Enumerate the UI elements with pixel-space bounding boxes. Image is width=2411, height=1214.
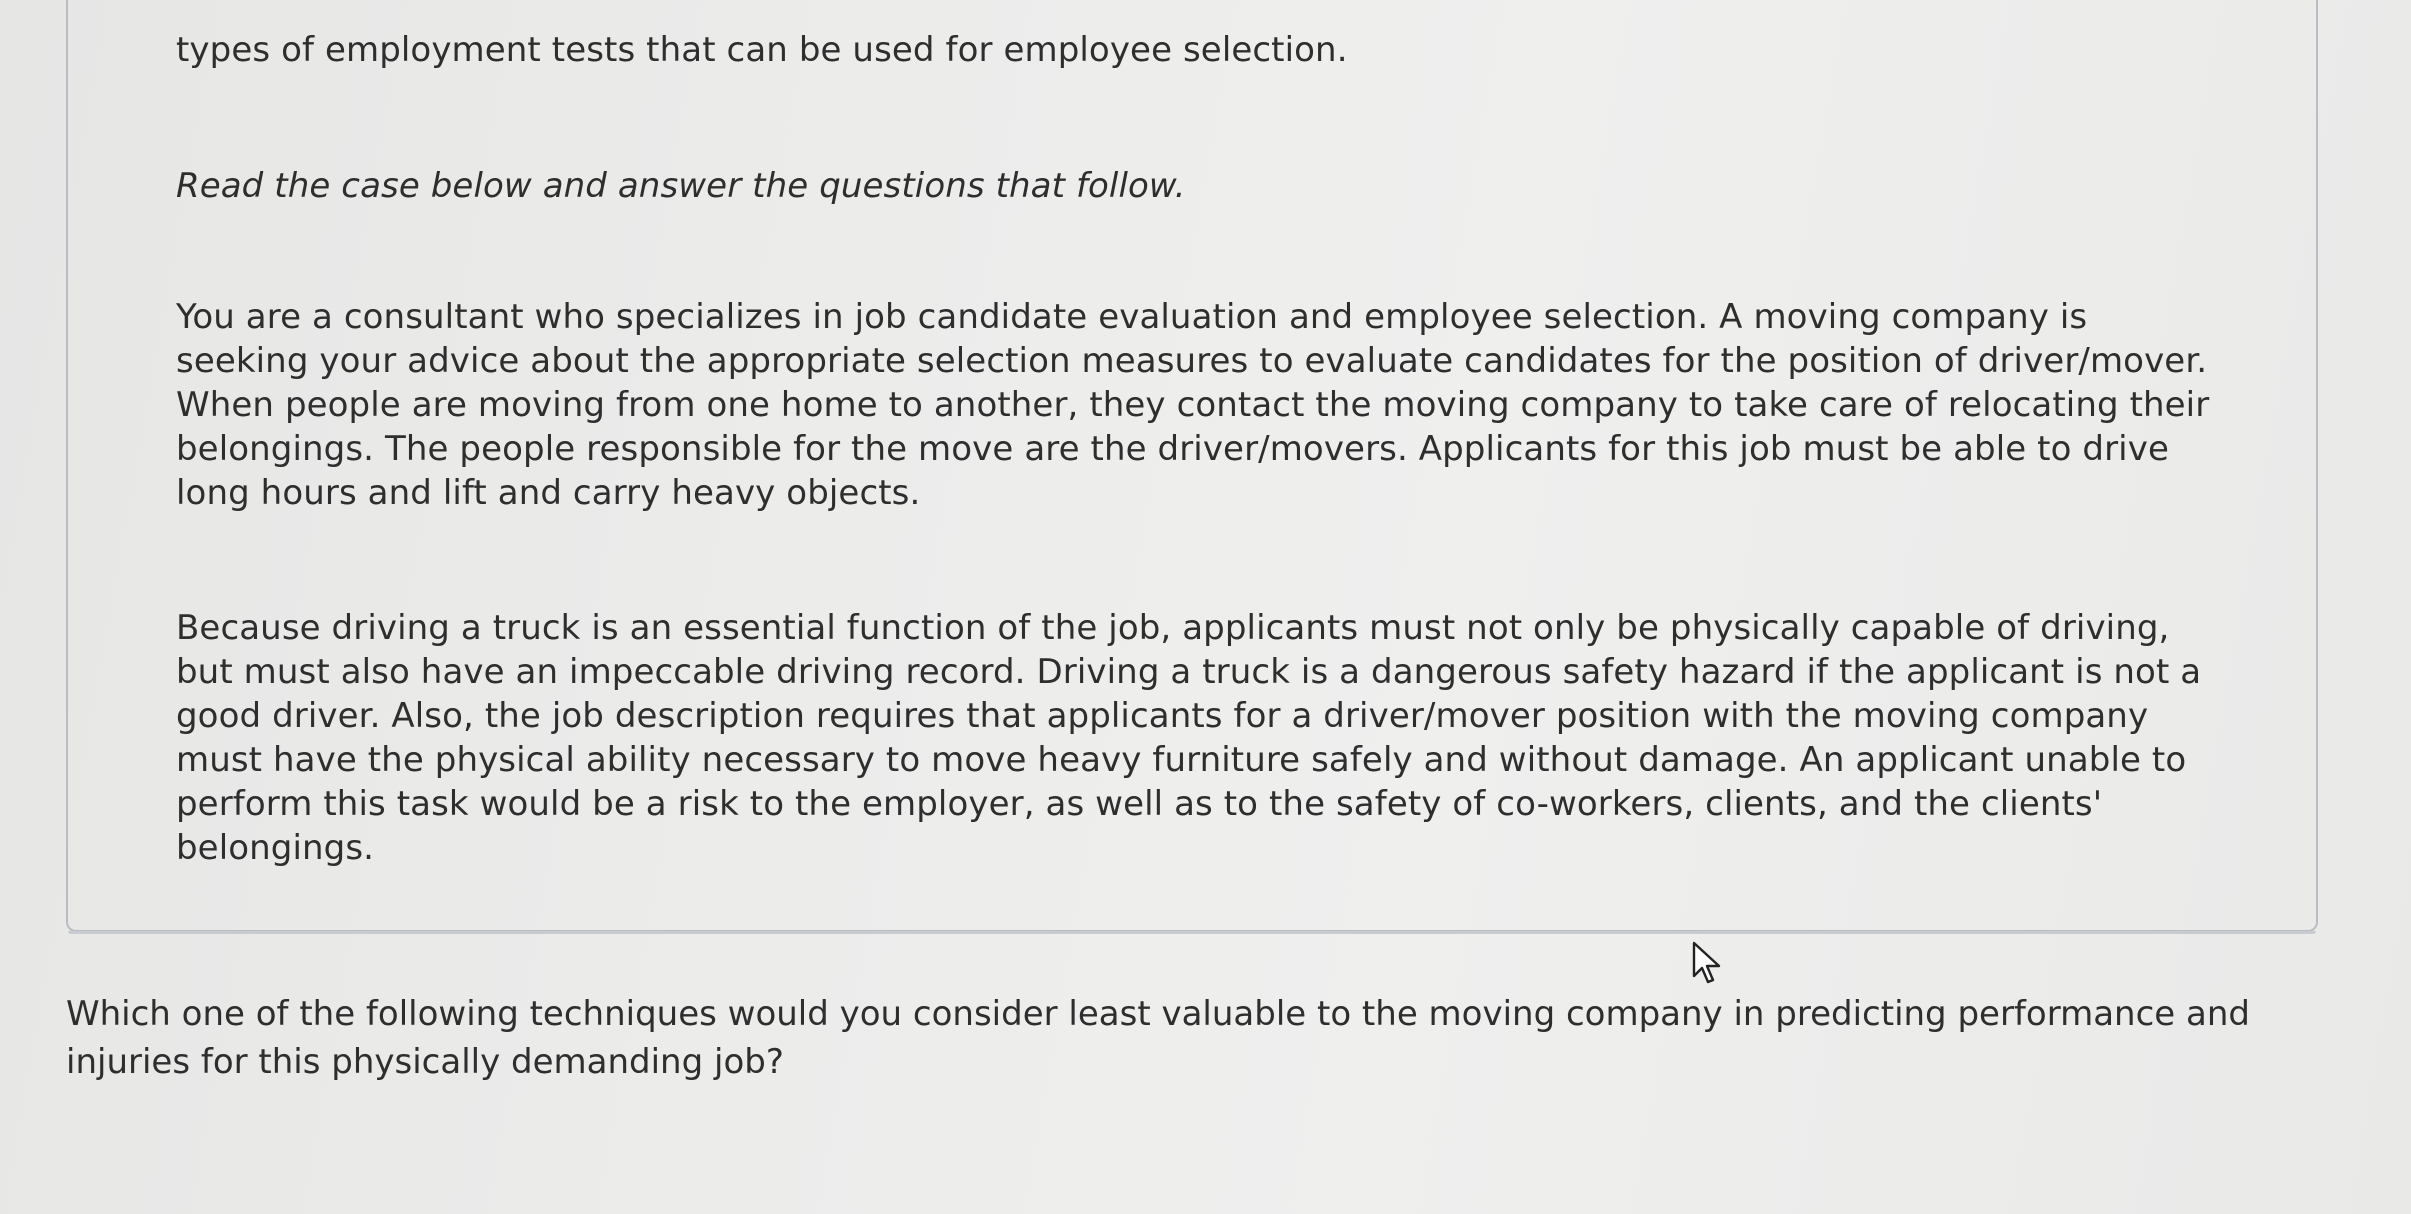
intro-line: types of employment tests that can be used for employee selection. — [176, 30, 1348, 70]
question-text: Which one of the following techniques would you consider least valuable to the moving company in predicting performance and injuries for this physically demanding job? — [66, 994, 2250, 1082]
case-paragraph-1: You are a consultant who specializes in job candidate evaluation and employee selection. A moving company is seeking your advice about the appropriate selection measures to evaluate candidates for the position of driver/mover. When people are moving from one home to another, they contact the moving company to take care of relocating their belongings. The people responsible for the move are the driver/movers. Applicants for this job must be able to drive long hours and lift and carry heavy objects. — [176, 297, 2210, 513]
case-paragraph-2: Because driving a truck is an essential function of the job, applicants must not only be physically capable of driving, but must also have an impeccable driving record. Driving a truck is a dangerous safety hazard if the applicant is not a good driver. Also, the job description requires that applicants for a driver/mover position with the moving company must have the physical ability necessary to move heavy furniture safely and without damage. An applicant unable to perform this task would be a risk to the employer, as well as to the safety of co-workers, clients, and the clients' belongings. — [176, 608, 2202, 868]
case-instruction: Read the case below and answer the questions that follow. — [176, 166, 1186, 206]
mouse-pointer-icon — [1690, 940, 1730, 988]
